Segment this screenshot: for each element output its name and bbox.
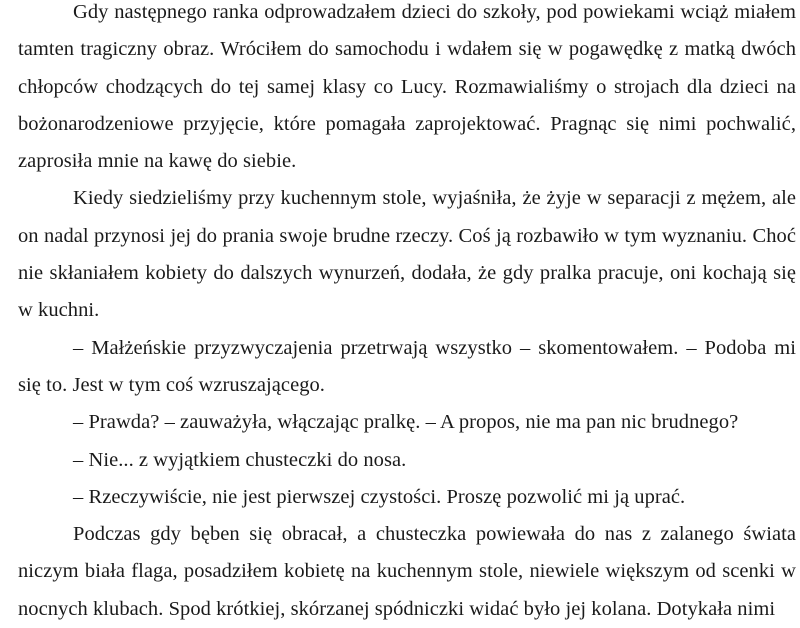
paragraph-2: Kiedy siedzieliśmy przy kuchennym stole, wyjaśniła, że żyje w separacji z mężem, ale on nadal przynosi jej do prania swoje brudne rzeczy. Coś ją rozbawiło w tym wyznaniu. Choć nie skłaniałem kobiety do dalszych wynurzeń, dodała, że gdy pralka pracuje, oni kochają się w kuchni. xyxy=(18,187,796,322)
paragraph-3: – Małżeńskie przyzwyczajenia przetrwają wszystko – skomentowałem. – Podoba mi się to. Jest w tym coś wzruszającego. xyxy=(18,336,796,396)
paragraph-7: Podczas gdy bęben się obracał, a chusteczka powiewała do nas z zalanego świata niczym biała flaga, posadziłem kobietę na kuchennym stole, niewiele większym od scenki w nocnych klubach. Spod krótkiej, skórzanej spódniczki widać było jej kolana. Dotykała nimi xyxy=(18,523,796,620)
paragraph-4: – Prawda? – zauważyła, włączając pralkę. – A propos, nie ma pan nic brudnego? xyxy=(73,411,739,434)
document-page xyxy=(18,0,796,628)
paragraph-5: – Nie... z wyjątkiem chusteczki do nosa. xyxy=(73,448,407,471)
paragraph-6: – Rzeczywiście, nie jest pierwszej czystości. Proszę pozwolić mi ją uprać. xyxy=(73,485,686,508)
paragraph-1: Gdy następnego ranka odprowadzałem dzieci do szkoły, pod powiekami wciąż miałem tamten tragiczny obraz. Wróciłem do samochodu i wdałem się w pogawędkę z matką dwóch chłopców chodzących do tej samej klasy co Lucy. Rozmawialiśmy o strojach dla dzieci na bożonarodzeniowe przyjęcie, które pomagała zaprojektować. Pragnąc się nimi pochwalić, zaprosiła mnie na kawę do siebie. xyxy=(18,1,796,173)
